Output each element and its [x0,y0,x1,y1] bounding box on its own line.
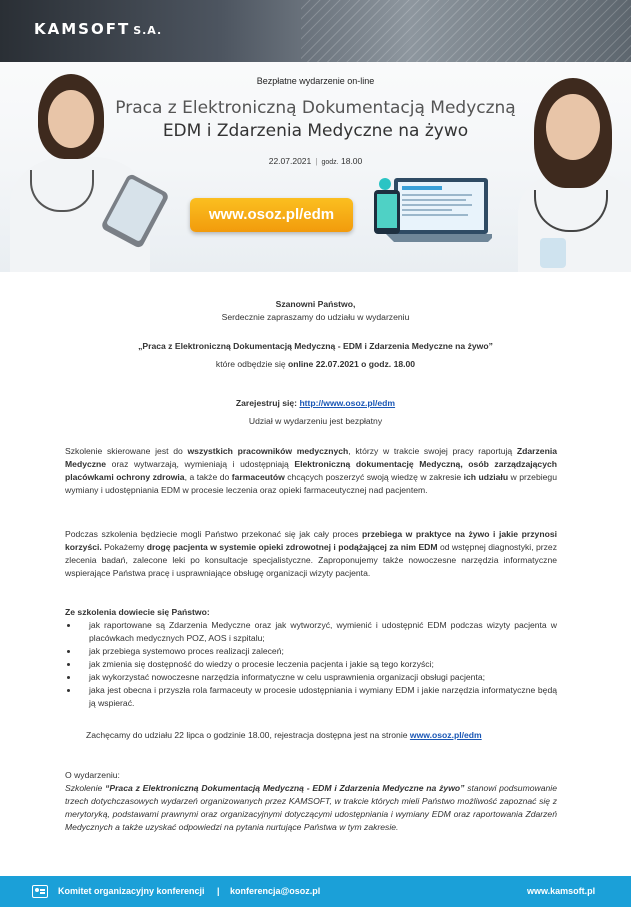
contact-email-link[interactable]: konferencja@osoz.pl [230,886,321,896]
list-item: • jaka jest obecna i przyszła rola farmaceuty w procesie udostępniania i wymiany EDM i jakie narzędzia informatyczne będą ją wspierać. [79,684,557,710]
register-link[interactable]: http://www.osoz.pl/edm [299,398,396,408]
laptop-illustration [372,176,492,250]
event-date: 22.07.2021 | godz. 18.00 [268,156,363,166]
encourage-line: Zachęcamy do udziału 22 lipca o godzinie 18.00, rejestracja dostępna jest na stronie www.osoz.pl/edm [86,730,482,740]
list-item: • jak przebiega systemowo proces realizacji zaleceń; [79,645,557,658]
learning-list [65,619,557,710]
about-heading: O wydarzeniu: [65,770,120,780]
contact-card-icon [32,885,48,898]
company-logo: KAMSOFT S.A. [34,20,163,38]
footer-separator: | [217,886,220,896]
committee-label: Komitet organizacyjny konferencji [58,886,205,896]
event-when: które odbędzie się online 22.07.2021 o godz. 18.00 [215,359,416,369]
osoz-edm-link[interactable]: www.osoz.pl/edm [409,730,482,740]
training-paragraph: Podczas szkolenia będziecie mogli Państwo przekonać się jak cały proces przebiega w praktyce na żywo i jakie przynosi korzyści. Pokażemy drogę pacjenta w systemie opieki zdrowotnej i podążającej za nim EDM od wstępnej diagnostyki, przez zlecenia badań, zalecone leki po konsultacje specjalistyczne. Zaproponujemy także nowoczesne narzędzia informatyczne wspierające Państwa pracę i usprawniające obsługę organizacji wizyty pacjenta. [65,529,557,578]
audience-paragraph: Szkolenie skierowane jest do wszystkich pracowników medycznych, którzy w trakcie swojej pracy raportują Zdarzenia Medyczne oraz wytwarzają, wymieniają i udostępniają Elektroniczną dokumentację Medyczną, osób zarządzających placówkami ochrony zdrowia, a także do farmaceutów chcących poszerzyć swoją wiedzę w zakresie ich udziału w przebiegu wymiany i udostępniania EDM w procesie leczenia oraz opieki farmaceutycznej nad pacjentem. [65,446,558,495]
footer [0,876,631,907]
event-type: Bezpłatne wydarzenie on-line [256,76,375,86]
list-item: • jak raportowane są Zdarzenia Medyczne oraz jak wytworzyć, wymienić i udostępnić EDM podczas wizyty pacjenta w placówkach medycznych POZ, AOS i szpitalu; [79,619,557,645]
doctor-photo-right [510,62,631,272]
event-quote: „Praca z Elektroniczną Dokumentacją Medyczną - EDM i Zdarzenia Medyczne na żywo” [138,341,493,351]
website-link[interactable]: www.kamsoft.pl [527,886,596,896]
logo-bar [0,0,631,62]
list-item: • jak wykorzystać nowoczesne narzędzia informatyczne w celu usprawnienia organizacji obsługi pacjenta; [79,671,557,684]
register-line: Zarejestruj się: http://www.osoz.pl/edm [235,398,396,408]
decorative-lines [301,0,631,62]
learning-heading: Ze szkolenia dowiecie się Państwo: [65,607,210,617]
register-cta-button[interactable]: www.osoz.pl/edm [190,198,353,232]
list-item: • jak zmienia się dostępność do wiedzy o procesie leczenia pacjenta i jakie są tego korzyści; [79,658,557,671]
intro-text: Serdecznie zapraszamy do udziału w wydarzeniu [221,312,410,322]
about-section: O wydarzeniu: Szkolenie “Praca z Elektroniczną Dokumentacją Medyczną - EDM i Zdarzenia Medyczne na żywo” stanowi podsumowanie trzech dotychczasowych wydarzeń organizowanych przez KAMSOFT, w trakcie których mieli Państwo możliwość zapoznać się z merytoryką, podstawami prawnymi oraz organizacyjnymi dotyczącymi udostępniania i wymiany EDM oraz raportowania Zdarzeń Medycznych a także uzyskać odpowiedzi na pytania nurtujące Państwa w tym zakresie. [65,770,557,832]
free-note: Udział w wydarzeniu jest bezpłatny [248,416,383,426]
learning-points [65,606,557,710]
doctor-photo-left [0,62,160,272]
event-title-line1: Praca z Elektroniczną Dokumentacją Medyczną [115,98,516,118]
event-title-line2: EDM i Zdarzenia Medyczne na żywo [162,121,469,141]
header-banner [0,0,631,272]
greeting: Szanowni Państwo, [275,299,356,309]
